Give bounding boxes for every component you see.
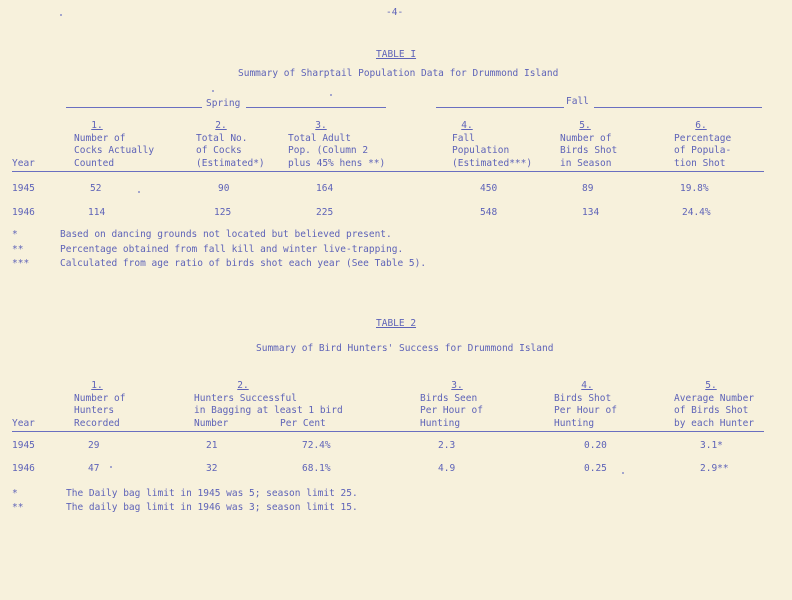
table2-row-1946-average: 2.9**	[700, 463, 729, 474]
table1-group-spring: Spring	[206, 98, 241, 109]
table2-footnote-2-mark: **	[12, 502, 24, 513]
col-line: Pop. (Column 2	[288, 145, 369, 156]
col-line: Per Hour of	[554, 405, 617, 416]
col-line: Fall	[452, 132, 475, 144]
table1-row-1946-year: 1946	[12, 207, 35, 218]
col-number: 6.	[695, 120, 707, 131]
table1-footnote-2-text: Percentage obtained from fall kill and winter live-trapping.	[60, 244, 404, 255]
table2-row-1946-seen: 4.9	[438, 463, 456, 474]
table1-row-1945-pct: 19.8%	[680, 183, 709, 194]
table1-col-5	[560, 120, 617, 170]
col-line: Number of	[74, 132, 126, 144]
col-line: in Bagging at least 1 bird	[194, 405, 343, 416]
col-line: Number of	[74, 392, 126, 404]
table1-title: Summary of Sharptail Population Data for Drummond Island	[238, 68, 559, 79]
paper-speck	[622, 472, 624, 474]
table1-col-1	[74, 120, 154, 170]
table1-year-header: Year	[12, 158, 35, 169]
table2-col-1	[74, 380, 125, 430]
table1-heading: TABLE I	[376, 49, 417, 60]
col-line: Cocks Actually	[74, 145, 155, 156]
col-number: 1.	[91, 380, 103, 391]
col-line: Number of	[560, 132, 612, 144]
table2-col-2	[194, 380, 364, 430]
table2-col-3	[420, 380, 483, 430]
table1-row-1945-shot: 89	[582, 183, 594, 194]
table1-col-3	[288, 120, 385, 170]
col-line: by each Hunter	[674, 417, 755, 429]
col-line: Hunting	[420, 417, 461, 429]
col-number: 3.	[315, 120, 327, 131]
col-number: 3.	[451, 380, 463, 391]
table2-footnote-2-text: The daily bag limit in 1946 was 3; season limit 15.	[66, 502, 358, 513]
table2-footnote-1-mark: *	[12, 488, 18, 499]
table1-footnote-2-mark: **	[12, 244, 24, 255]
col-number: 4.	[581, 380, 593, 391]
table1-row-1945-total-cocks: 90	[218, 183, 230, 194]
table1-footnote-1-mark: *	[12, 229, 18, 240]
table2-row-1945-seen: 2.3	[438, 440, 456, 451]
col-line: in Season	[560, 157, 612, 169]
col-line: Birds Shot	[560, 145, 618, 156]
table2-year-header: Year	[12, 418, 35, 429]
table1-row-1946-pct: 24.4%	[682, 207, 711, 218]
col-line: of Birds Shot	[674, 405, 749, 416]
col-line: Per Hour of	[420, 405, 483, 416]
table1-spring-rule-right	[246, 107, 386, 108]
table1-row-1945-year: 1945	[12, 183, 35, 194]
table2-row-1945-percent: 72.4%	[302, 440, 331, 451]
col-line: Hunters	[74, 405, 115, 416]
col-line: tion Shot	[674, 157, 726, 169]
col-line: Hunting	[554, 417, 595, 429]
col-line: (Estimated***)	[452, 157, 533, 169]
paper-speck	[330, 94, 332, 96]
table1-col-2	[196, 120, 265, 170]
page-number: -4-	[386, 7, 404, 18]
table1-row-1946-fall-pop: 548	[480, 207, 498, 218]
paper-speck	[60, 14, 62, 16]
table1-group-fall: Fall	[566, 96, 589, 107]
col-line: Total Adult	[288, 132, 351, 144]
table2-row-1945-year: 1945	[12, 440, 35, 451]
col-number: 5.	[705, 380, 717, 391]
table1-row-1946-total-cocks: 125	[214, 207, 232, 218]
col-number: 1.	[91, 120, 103, 131]
table2-header-rule	[12, 431, 764, 432]
paper-speck	[138, 191, 140, 193]
col-line: plus 45% hens **)	[288, 157, 386, 169]
col-line: Hunters Successful	[194, 392, 297, 404]
col-line: Counted	[74, 157, 115, 169]
table2-row-1946-percent: 68.1%	[302, 463, 331, 474]
table2-col-4	[554, 380, 617, 430]
col-line: Recorded	[74, 417, 120, 429]
col-line: (Estimated*)	[196, 157, 265, 169]
table2-row-1945-average: 3.1*	[700, 440, 723, 451]
col-line: Birds Seen	[420, 392, 478, 404]
table2-row-1945-successful: 21	[206, 440, 218, 451]
table1-row-1946-cocks: 114	[88, 207, 106, 218]
table1-header-rule	[12, 171, 764, 172]
col-number: 5.	[579, 120, 591, 131]
table2-row-1946-hunters: 47	[88, 463, 100, 474]
col-line: of Popula-	[674, 145, 732, 156]
table1-row-1945-fall-pop: 450	[480, 183, 498, 194]
table1-row-1945-cocks: 52	[90, 183, 102, 194]
col-line: Total No.	[196, 132, 248, 144]
table2-row-1945-hunters: 29	[88, 440, 100, 451]
col-number: 4.	[461, 120, 473, 131]
paper-speck	[110, 466, 112, 468]
table2-row-1946-successful: 32	[206, 463, 218, 474]
table1-row-1945-adult-pop: 164	[316, 183, 334, 194]
table1-fall-rule-right	[594, 107, 762, 108]
table1-fall-rule-left	[436, 107, 564, 108]
table1-footnote-3-mark: ***	[12, 258, 30, 269]
table1-footnote-3-text: Calculated from age ratio of birds shot each year (See Table 5).	[60, 258, 427, 269]
table2-title: Summary of Bird Hunters' Success for Drummond Island	[256, 343, 554, 354]
col-line: Percentage	[674, 132, 732, 144]
col-line: Population	[452, 145, 510, 156]
table1-footnote-1-text: Based on dancing grounds not located but believed present.	[60, 229, 392, 240]
col-subheaders	[194, 418, 364, 431]
table1-row-1946-shot: 134	[582, 207, 600, 218]
col-subheader-number: Number	[194, 417, 229, 429]
col-line: Birds Shot	[554, 392, 612, 404]
col-subheader-percent: Per Cent	[280, 417, 326, 429]
paper-speck	[212, 90, 214, 92]
col-line: of Cocks	[196, 145, 242, 156]
table1-row-1946-adult-pop: 225	[316, 207, 334, 218]
table2-footnote-1-text: The Daily bag limit in 1945 was 5; season limit 25.	[66, 488, 358, 499]
col-line: Average Number	[674, 392, 755, 404]
table2-heading: TABLE 2	[376, 318, 417, 329]
table2-row-1946-year: 1946	[12, 463, 35, 474]
col-number: 2.	[215, 120, 227, 131]
table2-row-1946-shot: 0.25	[584, 463, 607, 474]
table2-col-5	[674, 380, 754, 430]
table2-row-1945-shot: 0.20	[584, 440, 607, 451]
col-number: 2.	[237, 380, 249, 391]
table1-col-4	[452, 120, 532, 170]
table1-col-6	[674, 120, 731, 170]
table1-spring-rule-left	[66, 107, 202, 108]
